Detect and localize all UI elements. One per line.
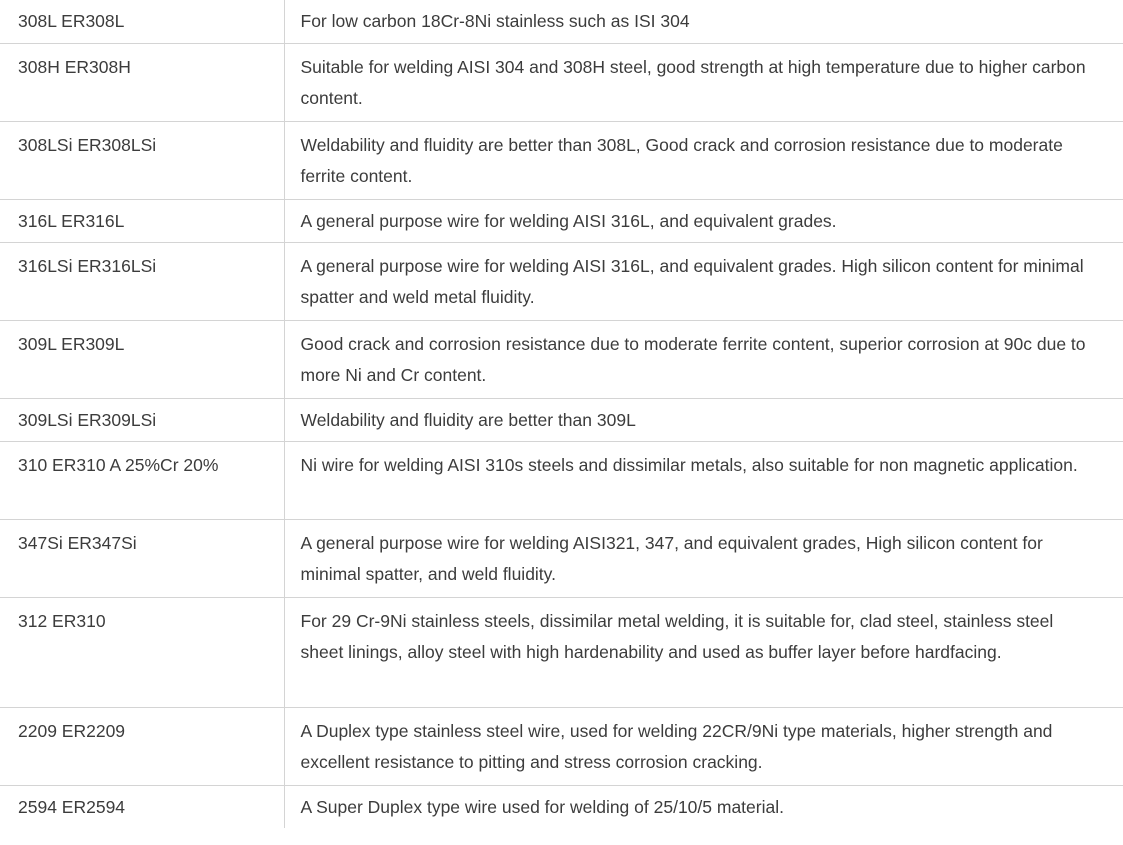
grade-cell: 2209 ER2209 xyxy=(0,707,284,785)
table-row xyxy=(0,441,1123,519)
grade-cell: 308L ER308L xyxy=(0,0,284,43)
grade-cell: 2594 ER2594 xyxy=(0,785,284,828)
grade-cell: 309LSi ER309LSi xyxy=(0,398,284,441)
table-row xyxy=(0,707,1123,785)
description-cell: A general purpose wire for welding AISI321, 347, and equivalent grades, High silicon content for minimal spatter, and weld fluidity. xyxy=(284,519,1123,597)
description-cell: A general purpose wire for welding AISI 316L, and equivalent grades. High silicon content for minimal spatter and weld metal fluidity. xyxy=(284,242,1123,320)
grade-cell: 308LSi ER308LSi xyxy=(0,121,284,199)
description-cell: Good crack and corrosion resistance due to moderate ferrite content, superior corrosion at 90c due to more Ni and Cr content. xyxy=(284,320,1123,398)
description-cell: Weldability and fluidity are better than 308L, Good crack and corrosion resistance due to moderate ferrite content. xyxy=(284,121,1123,199)
table-row xyxy=(0,398,1123,441)
description-cell: A Super Duplex type wire used for welding of 25/10/5 material. xyxy=(300,796,784,817)
description-cell: For low carbon 18Cr-8Ni stainless such as ISI 304 xyxy=(284,0,1123,43)
table-row xyxy=(0,320,1123,398)
grade-cell: 309L ER309L xyxy=(0,320,284,398)
table-row xyxy=(0,242,1123,320)
description-cell: Ni wire for welding AISI 310s steels and dissimilar metals, also suitable for non magnetic application. xyxy=(284,441,1123,519)
description-cell: For 29 Cr-9Ni stainless steels, dissimilar metal welding, it is suitable for, clad steel, stainless steel sheet linings, alloy steel with high hardenability and used as buffer layer before hardfacing. xyxy=(284,597,1123,707)
description-cell: A Duplex type stainless steel wire, used for welding 22CR/9Ni type materials, higher strength and excellent resistance to pitting and stress corrosion cracking. xyxy=(284,707,1123,785)
description-cell: Weldability and fluidity are better than 309L xyxy=(284,398,1123,441)
grade-cell: 308H ER308H xyxy=(0,43,284,121)
description-cell: Suitable for welding AISI 304 and 308H steel, good strength at high temperature due to higher carbon content. xyxy=(284,43,1123,121)
grade-cell: 310 ER310 A 25%Cr 20% xyxy=(0,441,284,519)
table-row xyxy=(0,43,1123,121)
grade-cell: 316L ER316L xyxy=(0,199,284,242)
grade-cell: 312 ER310 xyxy=(0,597,284,707)
grade-cell: 316LSi ER316LSi xyxy=(0,242,284,320)
table-row xyxy=(0,785,1123,828)
table-row xyxy=(0,121,1123,199)
table-row xyxy=(0,0,1123,43)
table-row xyxy=(0,519,1123,597)
grade-cell: 347Si ER347Si xyxy=(0,519,284,597)
table-row xyxy=(0,199,1123,242)
description-cell: A general purpose wire for welding AISI 316L, and equivalent grades. xyxy=(284,199,1123,242)
table-row xyxy=(0,597,1123,707)
